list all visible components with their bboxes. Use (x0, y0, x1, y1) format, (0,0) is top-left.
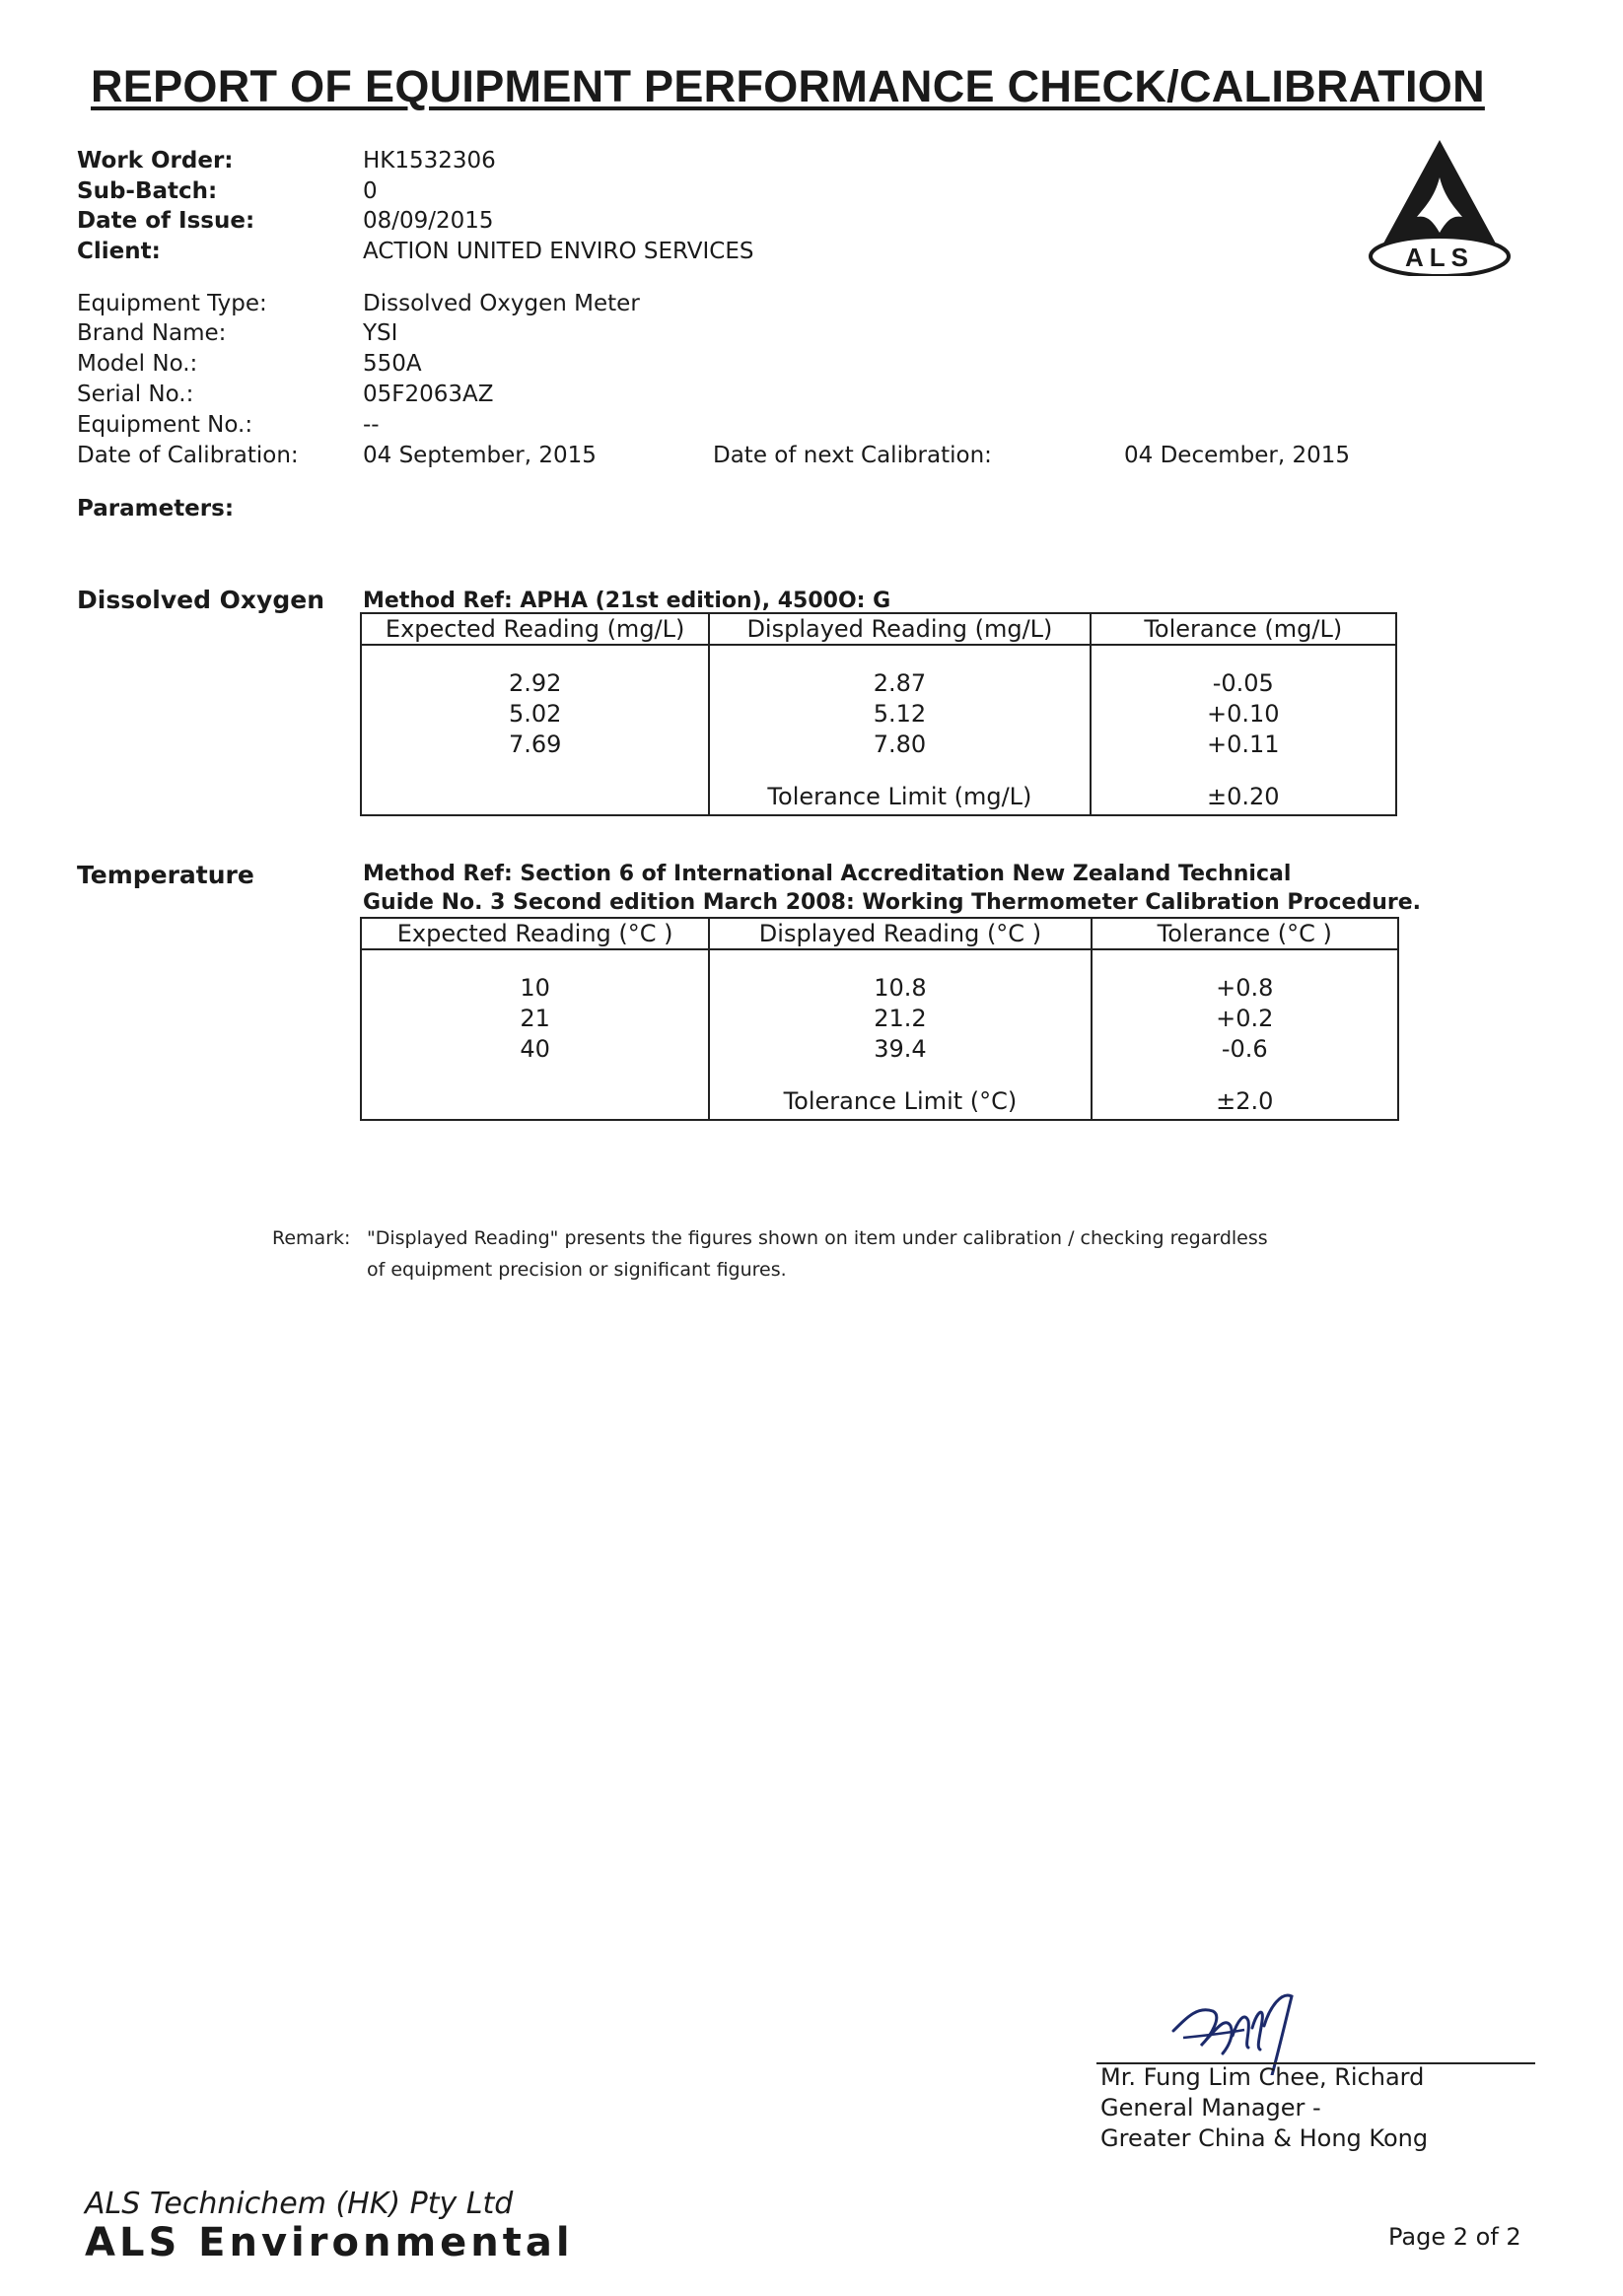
column-header: Tolerance (mg/L) (1091, 613, 1396, 645)
displayed-reading: 2.87 (709, 667, 1090, 698)
tolerance-limit-row (361, 1064, 1398, 1120)
date-of-next-calibration-value: 04 December, 2015 (1124, 443, 1351, 468)
tolerance: +0.11 (1091, 729, 1396, 759)
equipment-type-value: Dissolved Oxygen Meter (363, 291, 640, 316)
serial-no-value: 05F2063AZ (363, 382, 494, 407)
table-row (361, 729, 1396, 759)
displayed-reading: 39.4 (709, 1033, 1091, 1064)
displayed-reading: 21.2 (709, 1003, 1091, 1033)
expected-reading: 2.92 (361, 667, 709, 698)
date-of-next-calibration-label: Date of next Calibration: (713, 443, 992, 468)
brand-name-label: Brand Name: (77, 320, 227, 346)
equipment-no-label: Equipment No.: (77, 412, 253, 438)
equipment-no-value: -- (363, 412, 380, 438)
table-row (361, 1033, 1398, 1064)
column-header: Expected Reading (mg/L) (361, 613, 709, 645)
sub-batch-value: 0 (363, 178, 378, 204)
temp-method-ref-line1: Method Ref: Section 6 of International Accreditation New Zealand Technical (363, 862, 1292, 886)
column-header: Expected Reading (°C ) (361, 918, 709, 949)
remark-line2: of equipment precision or significant figures. (367, 1259, 787, 1281)
signer-name: Mr. Fung Lim Chee, Richard (1100, 2063, 1425, 2091)
model-no-value: 550A (363, 351, 422, 377)
page-number: Page 2 of 2 (1388, 2223, 1521, 2251)
svg-text:ALS: ALS (1405, 243, 1474, 272)
signer-region: Greater China & Hong Kong (1100, 2124, 1429, 2152)
table-header-row (361, 613, 1396, 645)
date-of-calibration-value: 04 September, 2015 (363, 443, 597, 468)
expected-reading: 21 (361, 1003, 709, 1033)
parameters-label: Parameters: (77, 496, 235, 522)
dissolved-oxygen-heading: Dissolved Oxygen (77, 586, 325, 614)
table-row (361, 667, 1396, 698)
brand-wordmark: ALS Environmental (85, 2220, 574, 2265)
column-header: Tolerance (°C ) (1092, 918, 1398, 949)
expected-reading: 40 (361, 1033, 709, 1064)
brand-name-value: YSI (363, 320, 398, 346)
work-order-label: Work Order: (77, 148, 234, 174)
company-name: ALS Technichem (HK) Pty Ltd (85, 2187, 514, 2221)
model-no-label: Model No.: (77, 351, 198, 377)
tolerance: +0.10 (1091, 698, 1396, 729)
signer-title: General Manager - (1100, 2094, 1321, 2122)
tolerance-limit-label: Tolerance Limit (mg/L) (709, 759, 1090, 815)
table-row (361, 1003, 1398, 1033)
tolerance-limit-label: Tolerance Limit (°C) (709, 1064, 1091, 1120)
table-row (361, 972, 1398, 1003)
expected-reading: 5.02 (361, 698, 709, 729)
tolerance-limit-value: ±0.20 (1091, 759, 1396, 815)
expected-reading: 10 (361, 972, 709, 1003)
temperature-heading: Temperature (77, 861, 254, 889)
date-of-issue-label: Date of Issue: (77, 208, 255, 234)
column-header: Displayed Reading (mg/L) (709, 613, 1090, 645)
date-of-calibration-label: Date of Calibration: (77, 443, 299, 468)
displayed-reading: 5.12 (709, 698, 1090, 729)
work-order-value: HK1532306 (363, 148, 496, 174)
tolerance: +0.2 (1092, 1003, 1398, 1033)
sub-batch-label: Sub-Batch: (77, 178, 218, 204)
signature-scribble-icon (1154, 1977, 1351, 2075)
client-label: Client: (77, 239, 161, 264)
tolerance-limit-row (361, 759, 1396, 815)
temp-method-ref-line2: Guide No. 3 Second edition March 2008: Working Thermometer Calibration Procedure. (363, 890, 1421, 915)
als-logo-icon (1366, 138, 1514, 276)
tolerance: +0.8 (1092, 972, 1398, 1003)
table-header-row (361, 918, 1398, 949)
tolerance: -0.05 (1091, 667, 1396, 698)
expected-reading: 7.69 (361, 729, 709, 759)
displayed-reading: 7.80 (709, 729, 1090, 759)
do-method-ref: Method Ref: APHA (21st edition), 4500O: G (363, 589, 891, 613)
date-of-issue-value: 08/09/2015 (363, 208, 494, 234)
equipment-type-label: Equipment Type: (77, 291, 267, 316)
report-title: REPORT OF EQUIPMENT PERFORMANCE CHECK/CALIBRATION (91, 61, 1485, 111)
tolerance: -0.6 (1092, 1033, 1398, 1064)
temperature-calibration-table (360, 917, 1399, 1121)
remark-label: Remark: (272, 1227, 351, 1249)
column-header: Displayed Reading (°C ) (709, 918, 1091, 949)
tolerance-limit-value: ±2.0 (1092, 1064, 1398, 1120)
remark-line1: "Displayed Reading" presents the figures shown on item under calibration / checking regardless (367, 1227, 1268, 1249)
do-calibration-table (360, 612, 1397, 816)
serial-no-label: Serial No.: (77, 382, 194, 407)
table-row (361, 698, 1396, 729)
displayed-reading: 10.8 (709, 972, 1091, 1003)
client-value: ACTION UNITED ENVIRO SERVICES (363, 239, 754, 264)
